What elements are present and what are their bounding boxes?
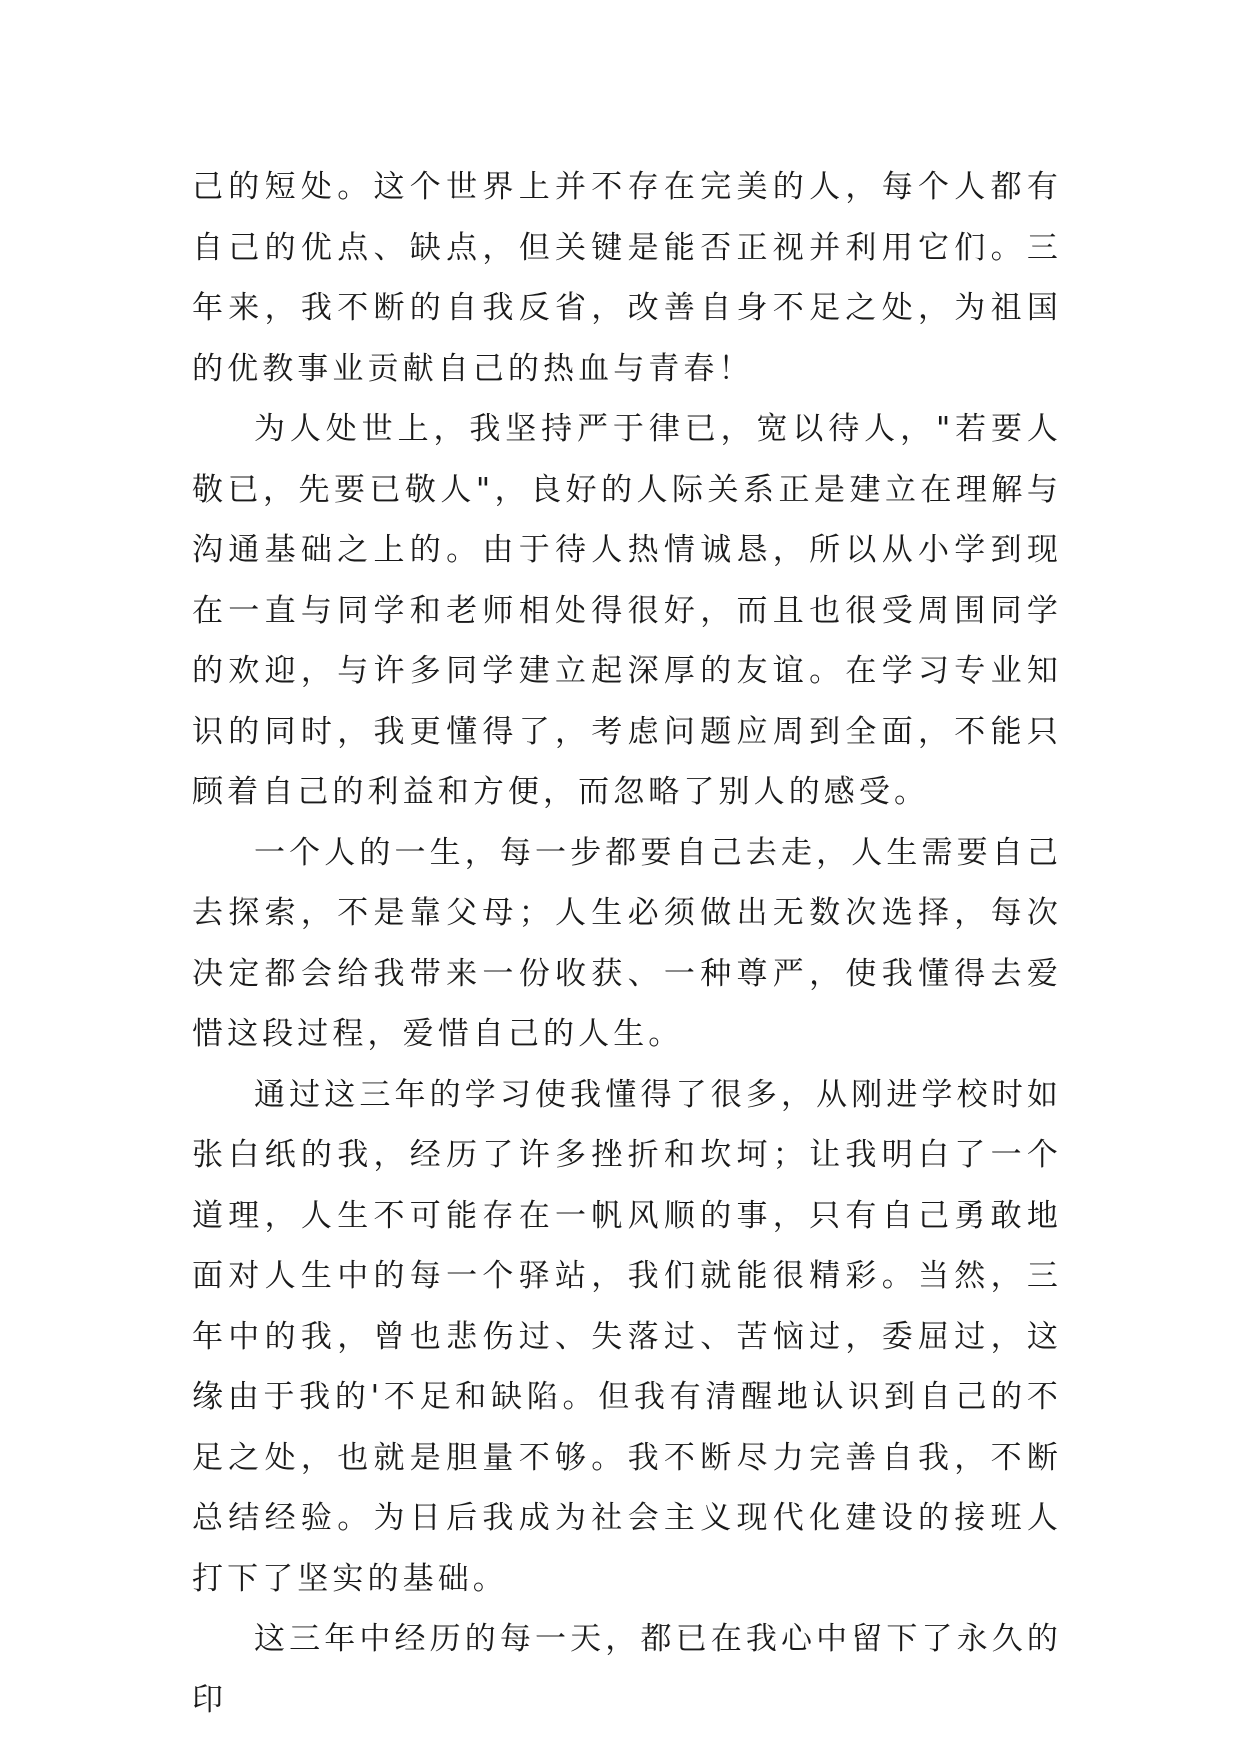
paragraph-interpersonal: 为人处世上，我坚持严于律已，宽以待人，"若要人敬已，先要已敬人"，良好的人际关系正是建立在理解与沟通基础之上的。由于待人热情诚恳，所以从小学到现在一直与同学和老师相处得很好，而且也很受周围同学的欢迎，与许多同学建立起深厚的友谊。在学习专业知识的同时，我更懂得了，考虑问题应周到全面，不能只顾着自己的利益和方便，而忽略了别人的感受。: [192, 411, 1062, 810]
document-body: [192, 157, 1062, 1730]
paragraph-life-choices: 一个人的一生，每一步都要自己去走，人生需要自己去探索，不是靠父母；人生必须做出无数次选择，每次决定都会给我带来一份收获、一种尊严，使我懂得去爱惜这段过程，爱惜自己的人生。: [192, 834, 1062, 1052]
paragraph-three-years: 通过这三年的学习使我懂得了很多，从刚进学校时如张白纸的我，经历了许多挫折和坎坷；让我明白了一个道理，人生不可能存在一帆风顺的事，只有自己勇敢地面对人生中的每一个驿站，我们就能很精彩。当然，三年中的我，曾也悲伤过、失落过、苦恼过，委屈过，这缘由于我的'不足和缺陷。但我有清醒地认识到自己的不足之处，也就是胆量不够。我不断尽力完善自我，不断总结经验。为日后我成为社会主义现代化建设的接班人打下了坚实的基础。: [192, 1076, 1062, 1597]
paragraph-memories: 这三年中经历的每一天，都已在我心中留下了永久的印: [192, 1621, 1062, 1718]
paragraph-continuation: 己的短处。这个世界上并不存在完美的人，每个人都有自己的优点、缺点，但关键是能否正视并利用它们。三年来，我不断的自我反省，改善自身不足之处，为祖国的优教事业贡献自己的热血与青春！: [192, 169, 1062, 387]
